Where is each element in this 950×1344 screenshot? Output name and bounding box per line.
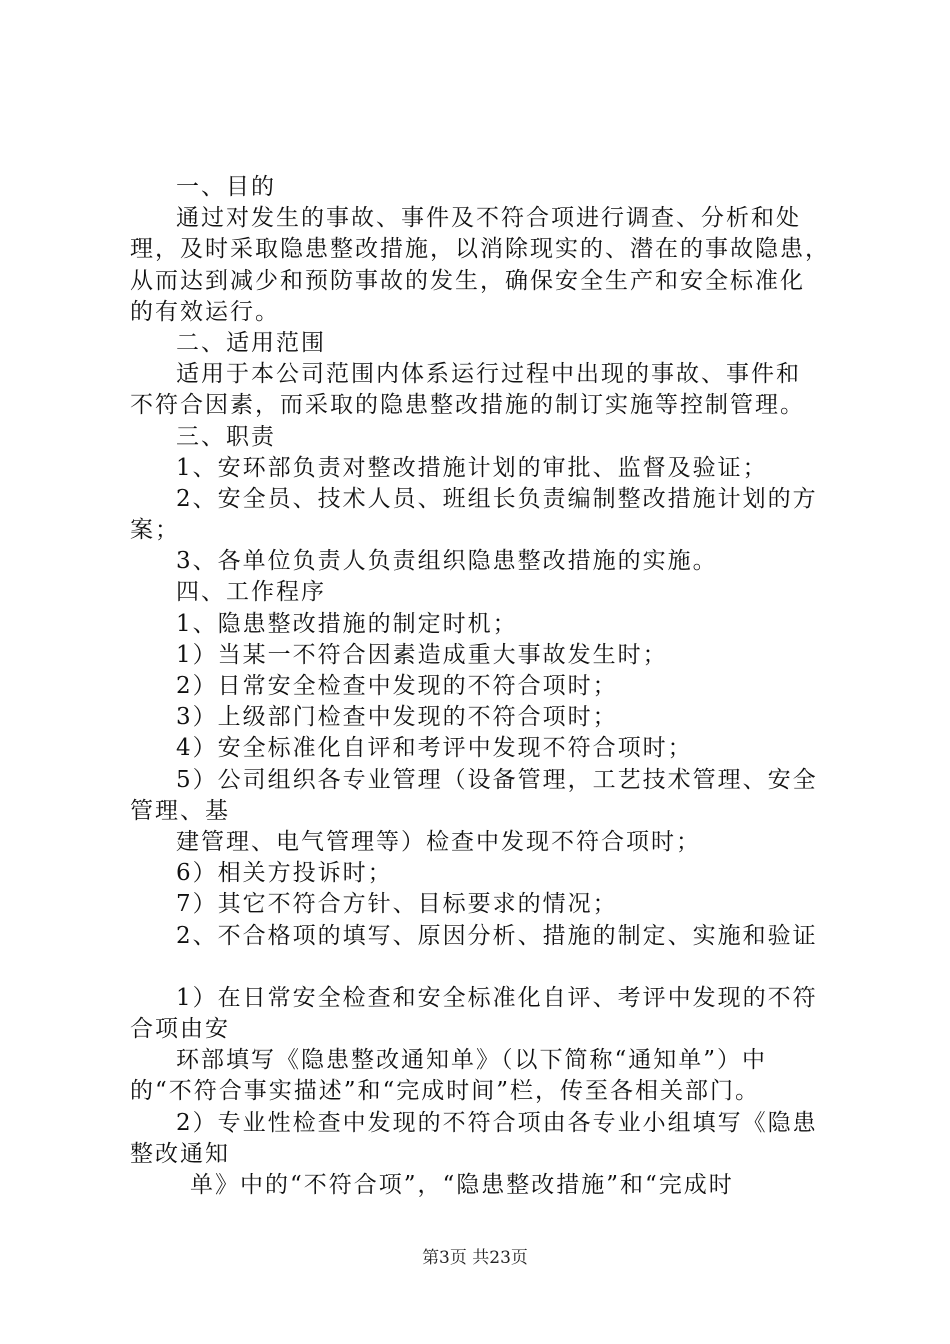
paragraph-line: 通过对发生的事故、事件及不符合项进行调查、分析和处 (176, 205, 801, 232)
blank-line (130, 952, 835, 983)
heading-purpose: 一、目的 (176, 174, 276, 200)
paragraph-line: 7）其它不符合方针、目标要求的情况； (176, 891, 618, 918)
document-body (130, 172, 835, 1201)
paragraph-line: 环部填写《隐患整改通知单》（以下简称“通知单”）中 (176, 1047, 768, 1074)
paragraph-line: 不符合因素，而采取的隐患整改措施的制订实施等控制管理。 (130, 392, 805, 419)
paragraph-line: 4）安全标准化自评和考评中发现不符合项时； (176, 735, 693, 762)
paragraph-line: 的“不符合事实描述”和“完成时间”栏，传至各相关部门。 (130, 1078, 761, 1105)
paragraph-line: 适用于本公司范围内体系运行过程中出现的事故、事件和 (176, 361, 801, 388)
paragraph-line: 建管理、电气管理等）检查中发现不符合项时； (176, 828, 701, 855)
paragraph-line: 6）相关方投诉时； (176, 860, 393, 887)
paragraph-line: 3、各单位负责人负责组织隐患整改措施的实施。 (176, 548, 718, 575)
paragraph-line: 从而达到减少和预防事故的发生，确保安全生产和安全标准化 (130, 267, 805, 294)
paragraph-line: 管理、基 (130, 797, 230, 824)
paragraph-line: 5）公司组织各专业管理（设备管理，工艺技术管理、安全 (176, 766, 818, 793)
paragraph-line: 1、安环部负责对整改措施计划的审批、监督及验证； (176, 454, 768, 481)
paragraph-line: 1、隐患整改措施的制定时机； (176, 610, 518, 637)
paragraph-line: 单》中的“不符合项”，“隐患整改措施”和“完成时 (190, 1172, 734, 1198)
paragraph-line: 整改通知 (130, 1140, 230, 1167)
paragraph-line: 2）日常安全检查中发现的不符合项时； (176, 673, 618, 699)
paragraph-line: 2、安全员、技术人员、班组长负责编制整改措施计划的方 (176, 485, 818, 512)
paragraph-line: 合项由安 (130, 1016, 230, 1043)
paragraph-line: 3）上级部门检查中发现的不符合项时； (176, 704, 618, 731)
paragraph-line: 1）当某一不符合因素造成重大事故发生时； (176, 641, 668, 668)
heading-duties: 三、职责 (176, 423, 276, 450)
heading-procedure: 四、工作程序 (176, 579, 326, 606)
page-number: 第3页 共23页 (422, 1248, 528, 1268)
paragraph-line: 2、不合格项的填写、原因分析、措施的制定、实施和验证 (176, 922, 818, 949)
paragraph-line: 1）在日常安全检查和安全标准化自评、考评中发现的不符 (176, 984, 818, 1011)
paragraph-line: 2）专业性检查中发现的不符合项由各专业小组填写《隐患 (176, 1109, 818, 1136)
paragraph-line: 的有效运行。 (130, 298, 280, 325)
paragraph-line: 案； (130, 517, 180, 544)
heading-scope: 二、适用范围 (176, 329, 326, 356)
paragraph-line: 理，及时采取隐患整改措施，以消除现实的、潜在的事故隐患， (130, 236, 830, 263)
